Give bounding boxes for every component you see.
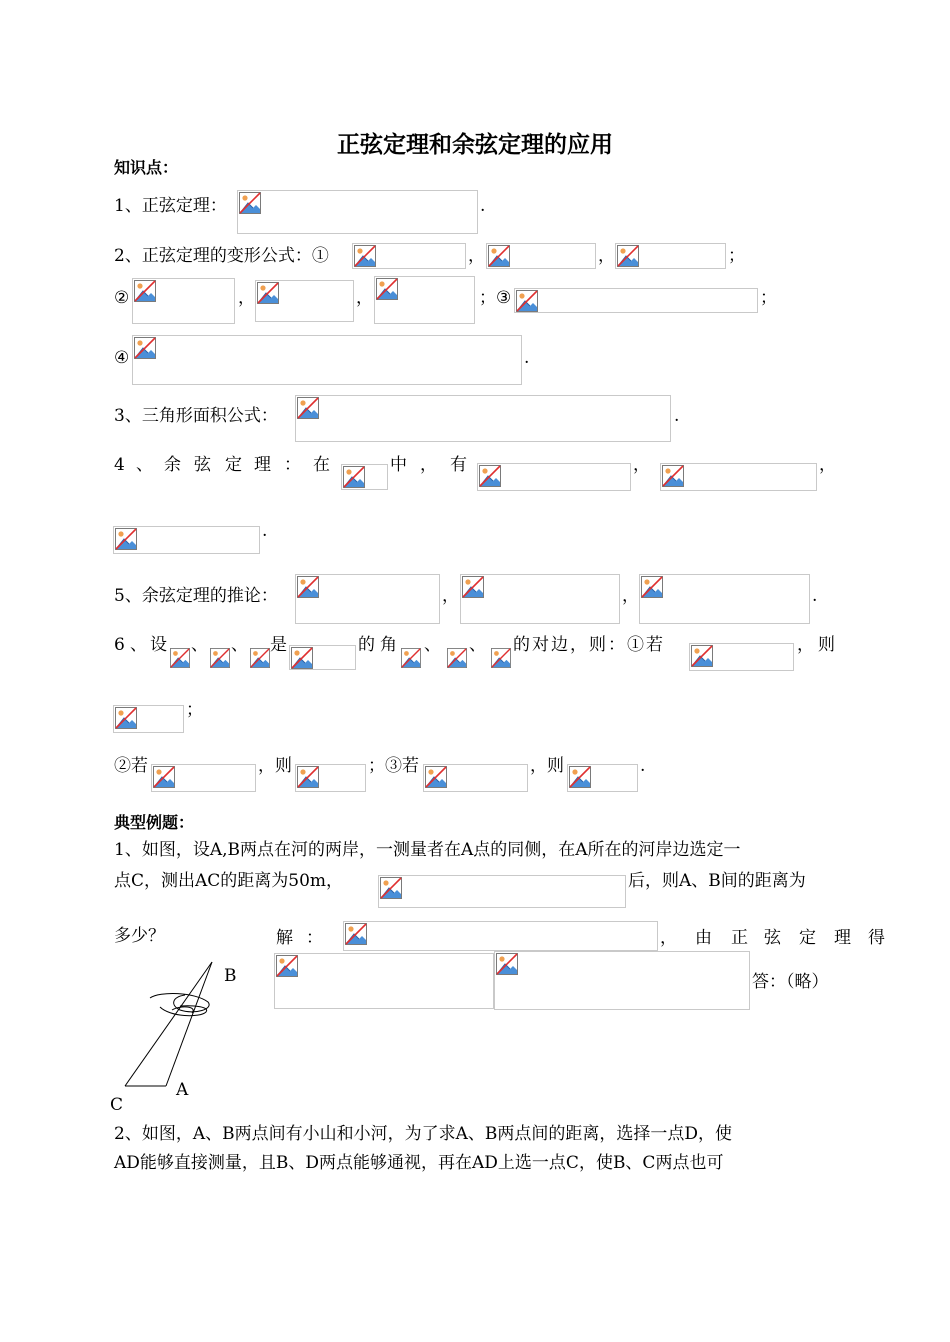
broken-image-icon [446,648,468,668]
broken-image-icon [496,953,518,975]
broken-image-icon [345,923,367,945]
solution-label: 解 [276,928,293,948]
formula-image [615,243,726,269]
circ-4: ④ [114,348,130,368]
k2-label: 2、正弦定理的变形公式：① [114,246,329,266]
k6-text: 是 [270,635,287,655]
k6b-text: . [640,756,646,776]
k5-end: . [812,586,818,606]
formula-image [374,276,475,324]
solution-colon: ： [306,928,323,948]
broken-image-icon [343,466,365,488]
k2b-sep: ， [238,288,255,308]
knowledge-heading: 知识点： [114,158,179,177]
formula-image [460,574,620,624]
k6b-text: ，则 [258,756,292,776]
point-label-a: A [176,1080,189,1100]
page-title: 正弦定理和余弦定理的应用 [337,131,613,158]
ex2-line1: 2、如图，A、B两点间有小山和小河，为了求A、B两点间的距离，选择一点D，使 [114,1124,732,1144]
formula-image [289,645,356,670]
answer-text: 答：（略） [752,972,829,992]
formula-image [151,764,256,792]
broken-image-icon [239,192,261,214]
k6-text: 设 [150,635,167,655]
formula-image [132,278,235,324]
solution-text: 理 [834,928,851,948]
formula-image [274,953,494,1009]
k5-sep: ， [622,586,639,606]
broken-image-icon [488,245,510,267]
point-label-b: B [224,966,237,986]
ex2-line2: AD能够直接测量，且B、D两点能够通视，再在AD上选一点C，使B、C两点也可 [114,1153,724,1173]
formula-image [341,464,388,490]
broken-image-icon [297,397,319,419]
broken-image-icon [297,576,319,598]
ex1-line1: 1、如图，设A,B两点在河的两岸，一测量者在A点的同侧，在A所在的河岸边选定一 [114,840,741,860]
broken-image-icon [210,648,230,668]
k2b-sep: ， [356,288,373,308]
k6b-text: ，则 [530,756,564,776]
formula-image [490,648,512,668]
k4-text: 余 [164,455,181,475]
k2-sep: ， [468,246,485,266]
broken-image-icon [462,576,484,598]
k5-sep: ， [442,586,459,606]
broken-image-icon [115,707,137,729]
k6-text: 、 [231,635,248,655]
formula-image [113,705,184,733]
broken-image-icon [257,282,279,304]
k4-text: 有 [450,455,467,475]
line-ba [166,962,212,1086]
formula-image [250,648,270,668]
broken-image-icon [641,576,663,598]
point-label-c: C [110,1095,124,1115]
solution-comma: ， [660,928,677,948]
broken-image-icon [250,648,270,668]
k4-sep: ， [633,455,650,475]
k4-text: ： [284,455,301,475]
examples-heading: 典型例题： [114,813,195,832]
broken-image-icon [153,766,175,788]
broken-image-icon [134,280,156,302]
k3-end: . [674,406,680,426]
formula-image [378,875,626,908]
k4-text: 理 [254,455,271,475]
formula-image [113,526,260,554]
formula-image [210,648,230,668]
ex1-line3: 多少？ [114,926,165,946]
k6-text: 则 [818,635,835,655]
k4-end: . [262,521,268,541]
k2-sep: ， [598,246,615,266]
ex1-line2b: 后，则A、B间的距离为 [628,871,806,891]
k4-text: 在 [313,455,330,475]
k6-text: 的 [358,635,375,655]
formula-image [343,921,658,951]
k3-label: 3、三角形面积公式： [114,406,278,426]
k1-label: 1、正弦定理： [114,196,227,216]
solution-text: 正 [731,928,748,948]
solution-text: 弦 [764,928,781,948]
k6-text: ； [186,700,203,720]
formula-image [494,951,750,1010]
broken-image-icon [569,766,591,788]
k4-text: 、 [136,455,153,475]
ex1-line2a: 点C，测出AC的距离为50m， [114,871,344,891]
broken-image-icon [297,766,319,788]
broken-image-icon [380,877,402,899]
broken-image-icon [691,645,713,667]
formula-image [352,243,466,269]
line-bc [125,962,212,1086]
k6-text: 、 [469,635,486,655]
broken-image-icon [490,648,512,668]
k2-end: ； [728,246,745,266]
formula-image [514,288,758,313]
circ-3: ③ [496,288,512,308]
broken-image-icon [662,465,684,487]
formula-image [237,190,478,234]
formula-image [295,574,440,624]
k4-text: 4 [114,455,125,475]
k6-text: 、 [130,635,147,655]
k6-text: 角 [380,635,397,655]
broken-image-icon [276,955,298,977]
circ-2: ② [114,288,130,308]
broken-image-icon [617,245,639,267]
formula-image [660,463,817,491]
k6b-text: ②若 [114,756,148,776]
k6-text: ， [797,635,814,655]
formula-image [400,648,422,668]
broken-image-icon [425,766,447,788]
k6-text: 6 [114,635,125,655]
k6b-text: ；③若 [368,756,419,776]
formula-image [477,463,631,491]
broken-image-icon [479,465,501,487]
formula-image [446,648,468,668]
k2c-end: . [524,348,530,368]
k4-text: 中 [390,455,407,475]
solution-text: 由 [695,928,712,948]
k4-text: 弦 [194,455,211,475]
formula-image [639,574,810,624]
broken-image-icon [400,648,422,668]
broken-image-icon [376,278,398,300]
formula-image [567,764,638,792]
formula-image [295,395,671,442]
broken-image-icon [115,528,137,550]
formula-image [255,280,354,322]
k4-text: ， [420,455,437,475]
formula-image [423,764,528,792]
formula-image [689,643,794,671]
formula-image [486,243,596,269]
broken-image-icon [134,337,156,359]
k6-text: 、 [424,635,441,655]
solution-text: 得 [868,928,885,948]
k1-end: . [480,196,486,216]
solution-text: 定 [799,928,816,948]
broken-image-icon [516,290,538,312]
formula-image [132,335,522,385]
formula-image [295,764,366,792]
formula-image [170,648,190,668]
k6-text: 、 [191,635,208,655]
k2b-sep2: ； [479,288,496,308]
broken-image-icon [354,245,376,267]
k5-label: 5、余弦定理的推论： [114,586,278,606]
broken-image-icon [170,648,190,668]
k4-text: 定 [225,455,242,475]
k6-text: 的对边，则：①若 [513,635,665,655]
k2b-end: ； [760,288,777,308]
broken-image-icon [291,647,313,669]
k4-sep: ， [819,455,836,475]
